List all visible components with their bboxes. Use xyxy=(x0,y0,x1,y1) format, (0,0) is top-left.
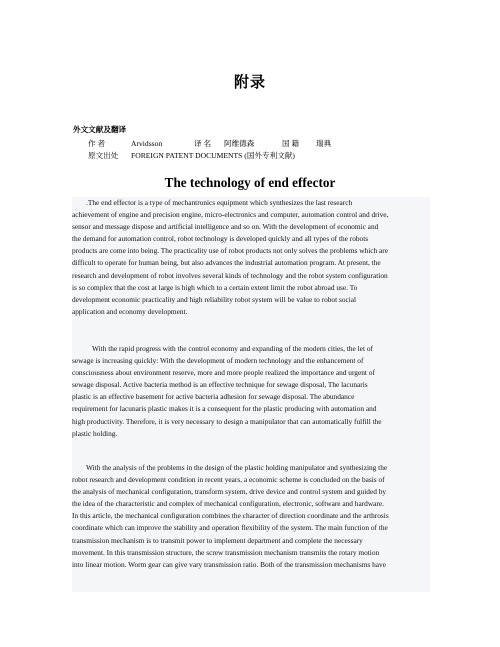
paragraph-line: sensor and message dispose and artificial intelligence and so on. With the development of economic and xyxy=(72,222,379,232)
paragraph-1 xyxy=(72,197,430,318)
author-label: 作 者 xyxy=(88,139,106,148)
paragraph-2 xyxy=(72,343,430,440)
paragraph-3 xyxy=(72,462,430,571)
translator-label: 译 名 xyxy=(194,139,212,148)
paragraph-line: development economic practicality and high reliability robot system will be value to robot social xyxy=(72,294,357,304)
source-label: 原文出处 xyxy=(88,151,119,160)
translator-value: 阿维德森 xyxy=(224,139,255,148)
paragraph-line: into linear motion. Worm gear can give vary transmission ratio. Both of the transmission mechanisms have xyxy=(72,559,386,569)
paragraph-line: plastic is an effective basement for active bacteria adhesion for sewage disposal. The abundance xyxy=(72,392,355,402)
paragraph-line: robot research and development condition in recent years, a economic scheme is concluded on the basis of xyxy=(72,475,385,485)
paragraph-line: plastic holding. xyxy=(72,428,118,438)
paragraph-line: the idea of the characteristic and complex of mechanical configuration, electronic, software and hardware. xyxy=(72,499,384,509)
paragraph-line: With the rapid progress with the control economy and expanding of the modern cities, the let of xyxy=(92,344,373,353)
paragraph-line: research and development of robot involves several kinds of technology and the robot system configuration xyxy=(72,270,388,280)
paragraph-line: products are come into being. The practicality use of robot products not only solves the problems which are xyxy=(72,246,388,256)
body-text-block xyxy=(72,197,430,592)
paragraph-line: is so complex that the cost at large is high which to a certain extent limit the robot abroad use. To xyxy=(72,282,358,292)
paragraph-line: .The end effector is a type of mechantronics equipment which synthesizes the last research xyxy=(86,198,353,207)
paragraph-line: transmission mechanism is to transmit power to implement department and complete the necessary xyxy=(72,535,363,545)
paragraph-line: the analysis of mechanical configuration, transform system, drive device and control system and guided by xyxy=(72,487,387,497)
paragraph-line: high productivity. Therefore, it is very necessary to design a manipulator that can automatically fulfill the xyxy=(72,416,382,426)
appendix-title: 附录 xyxy=(233,73,266,91)
section-heading: 外文文献及翻译 xyxy=(73,125,127,134)
paragraph-line: application and economy development. xyxy=(72,306,188,316)
paper-title: The technology of end effector xyxy=(164,175,336,190)
author-value: Arvidsson xyxy=(131,139,163,148)
source-value: FOREIGN PATENT DOCUMENTS (国外专利文献) xyxy=(131,151,295,160)
paragraph-line: requirement for lacunaris plastic makes it is a consequent for the plastic producing with automation and xyxy=(72,404,377,414)
paragraph-line: sewage is increasing quickly: With the development of modern technology and the enhancement of xyxy=(72,356,364,366)
paragraph-line: In this article, the mechanical configuration combines the character of direction coordinate and the arthrosis xyxy=(72,511,389,521)
paragraph-line: sewage disposal. Active bacteria method is an effective technique for sewage disposal, The lacunaris xyxy=(72,380,368,390)
paragraph-line: achievement of engine and precision engine, micro-electronics and computer, automation control and drive, xyxy=(72,210,389,220)
paragraph-line: movement. In this transmission structure, the screw transmission mechanism transmits the rotary motion xyxy=(72,547,380,557)
country-label: 国 籍 xyxy=(282,139,300,148)
paragraph-line: With the analysis of the problems in the design of the plastic holding manipulator and synthesizing the xyxy=(86,463,388,472)
paragraph-line: coordinate which can improve the stability and operation flexibility of the system. The main function of the xyxy=(72,523,388,533)
paragraph-line: consciousness about environment reserve, more and more people realized the importance and urgent of xyxy=(72,368,375,378)
paragraph-line: difficult to operate for human being, but also advances the industrial automation program. At present, the xyxy=(72,258,381,268)
paragraph-line: the demand for automation control, robot technology is developed quickly and all types of the robots xyxy=(72,234,369,244)
country-value: 瑞典 xyxy=(316,139,332,148)
